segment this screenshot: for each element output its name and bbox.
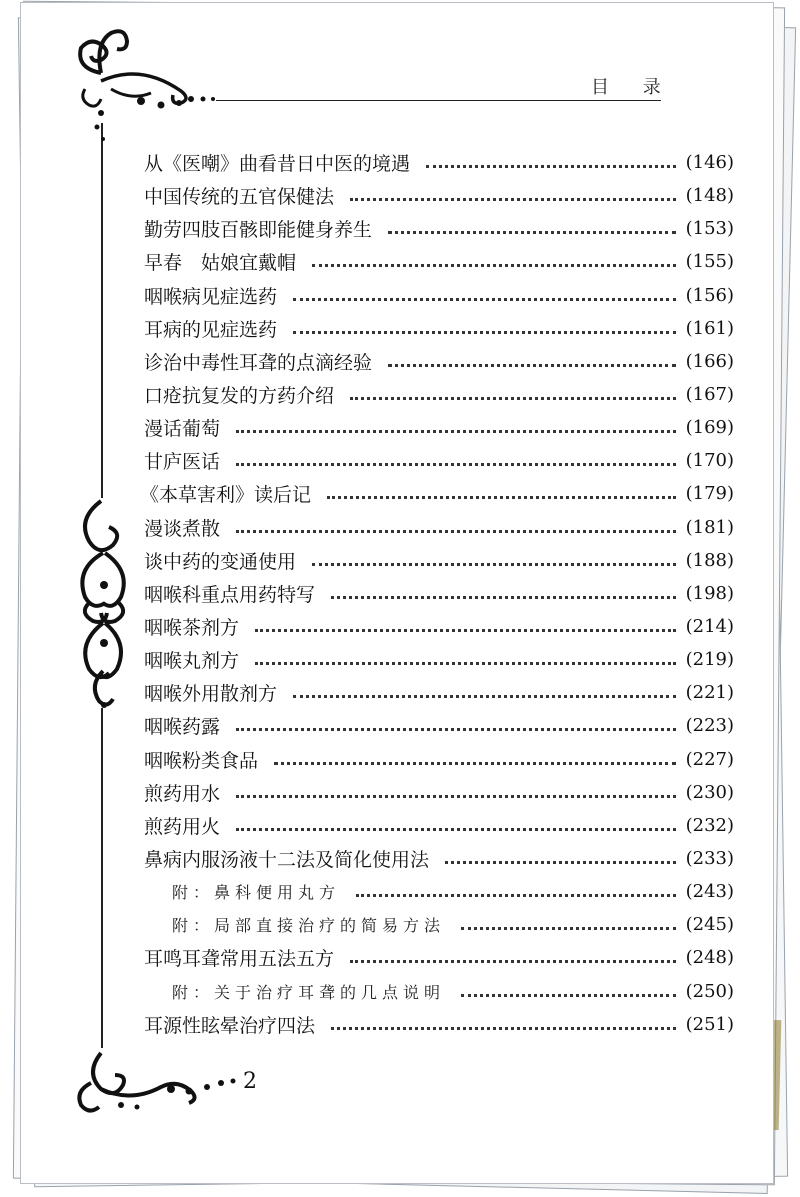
toc-entry-page: (230) bbox=[685, 781, 734, 803]
toc-entry-title: 甘庐医话 bbox=[144, 451, 221, 474]
toc-entry-title: 从《医嘲》曲看昔日中医的境遇 bbox=[144, 153, 411, 176]
toc-entry-page: (153) bbox=[685, 218, 734, 240]
dot-leader bbox=[236, 530, 676, 533]
dot-leader bbox=[236, 430, 676, 433]
dot-leader bbox=[236, 795, 676, 798]
border-line bbox=[101, 123, 103, 498]
toc-entry-page: (251) bbox=[685, 1013, 734, 1035]
page-header-title: 目 录 bbox=[591, 77, 675, 98]
toc-entry[interactable] bbox=[140, 477, 734, 510]
toc-entry-title: 《本草害利》读后记 bbox=[140, 484, 312, 507]
toc-entry-page: (198) bbox=[685, 582, 734, 604]
toc-entry-title: 早春 姑娘宜戴帽 bbox=[144, 252, 297, 275]
toc-entry-title: 谈中药的变通使用 bbox=[144, 550, 297, 573]
toc-entry-title: 咽喉丸剂方 bbox=[144, 650, 240, 673]
toc-entry-title: 咽喉外用散剂方 bbox=[144, 683, 278, 706]
toc-entry-title: 口疮抗复发的方药介绍 bbox=[144, 385, 335, 408]
toc-entry-title: 咽喉病见症选药 bbox=[144, 285, 278, 308]
toc-entry[interactable] bbox=[144, 842, 734, 875]
toc-entry-title: 中国传统的五官保健法 bbox=[144, 186, 335, 209]
toc-entry-page: (233) bbox=[685, 848, 734, 870]
toc-entry-page: (181) bbox=[685, 516, 734, 538]
toc-entry-title: 咽喉粉类食品 bbox=[144, 749, 259, 772]
toc-entry-page: (146) bbox=[685, 152, 734, 174]
dot-leader bbox=[255, 662, 676, 665]
dot-leader bbox=[350, 960, 676, 963]
toc-entry[interactable] bbox=[144, 776, 734, 809]
toc-entry-page: (219) bbox=[685, 649, 734, 671]
page-number: 2 bbox=[243, 1069, 257, 1094]
toc-subentry[interactable] bbox=[144, 908, 734, 941]
dot-leader bbox=[350, 397, 676, 400]
toc-subentry[interactable] bbox=[144, 975, 734, 1008]
toc-entry[interactable] bbox=[144, 676, 734, 709]
toc-entry-title: 咽喉科重点用药特写 bbox=[144, 583, 316, 606]
toc-entry-title: 附：鼻科便用丸方 bbox=[172, 883, 341, 903]
dot-leader bbox=[388, 231, 676, 234]
dot-leader bbox=[350, 198, 676, 201]
toc-entry[interactable] bbox=[144, 146, 734, 179]
toc-entry[interactable] bbox=[144, 312, 734, 345]
dot-leader bbox=[312, 563, 676, 566]
dot-leader bbox=[312, 264, 676, 267]
toc-entry-page: (214) bbox=[685, 616, 734, 638]
toc-entry[interactable] bbox=[144, 643, 734, 676]
toc-entry-page: (170) bbox=[685, 450, 734, 472]
toc-entry-title: 煎药用火 bbox=[144, 815, 221, 838]
toc-entry[interactable] bbox=[144, 511, 734, 544]
toc-entry-page: (169) bbox=[685, 417, 734, 439]
dot-leader bbox=[356, 894, 676, 897]
toc-entry-page: (243) bbox=[685, 881, 734, 903]
toc-entry[interactable] bbox=[144, 809, 734, 842]
toc-entry-page: (155) bbox=[685, 251, 734, 273]
toc-entry-title: 耳病的见症选药 bbox=[144, 318, 278, 341]
toc-entry-page: (188) bbox=[685, 549, 734, 571]
toc-entry[interactable] bbox=[144, 279, 734, 312]
corner-ornament-icon bbox=[61, 1043, 241, 1123]
toc-entry-title: 漫话葡萄 bbox=[144, 418, 221, 441]
dot-leader bbox=[461, 994, 676, 997]
dot-leader bbox=[445, 861, 676, 864]
toc-entry[interactable] bbox=[144, 345, 734, 378]
toc-entry[interactable] bbox=[144, 444, 734, 477]
toc-entry-page: (248) bbox=[685, 947, 734, 969]
dot-leader bbox=[236, 463, 676, 466]
toc-entry-page: (232) bbox=[685, 814, 734, 836]
toc-entry[interactable] bbox=[144, 212, 734, 245]
toc-entry-title: 咽喉茶剂方 bbox=[144, 617, 240, 640]
dot-leader bbox=[331, 1027, 676, 1030]
dot-leader bbox=[293, 298, 676, 301]
toc-entry[interactable] bbox=[144, 577, 734, 610]
toc-entry-title: 煎药用水 bbox=[144, 782, 221, 805]
border-line bbox=[101, 708, 103, 1048]
toc-entry-title: 咽喉药露 bbox=[144, 716, 221, 739]
toc-entry[interactable] bbox=[144, 941, 734, 974]
toc-entry-page: (161) bbox=[685, 317, 734, 339]
toc-subentry[interactable] bbox=[144, 875, 734, 908]
toc-entry-title: 勤劳四肢百骸即能健身养生 bbox=[144, 219, 373, 242]
dot-leader bbox=[236, 728, 676, 731]
toc-entry-title: 耳源性眩晕治疗四法 bbox=[144, 1014, 316, 1037]
dot-leader bbox=[426, 165, 676, 168]
table-of-contents bbox=[140, 146, 734, 1041]
toc-entry-title: 诊治中毒性耳聋的点滴经验 bbox=[144, 351, 373, 374]
toc-entry-page: (227) bbox=[685, 748, 734, 770]
toc-entry-page: (167) bbox=[685, 384, 734, 406]
toc-entry[interactable] bbox=[144, 709, 734, 742]
toc-entry-title: 附：局部直接治疗的简易方法 bbox=[172, 916, 446, 936]
toc-entry-title: 耳鸣耳聋常用五法五方 bbox=[144, 948, 335, 971]
dot-leader bbox=[293, 331, 676, 334]
toc-entry-page: (250) bbox=[685, 980, 734, 1002]
dot-leader bbox=[461, 927, 676, 930]
toc-entry[interactable] bbox=[144, 411, 734, 444]
toc-entry-page: (245) bbox=[685, 914, 734, 936]
book-page bbox=[20, 2, 774, 1184]
toc-entry-page: (156) bbox=[685, 284, 734, 306]
toc-entry-page: (221) bbox=[685, 682, 734, 704]
toc-entry-title: 漫谈煮散 bbox=[144, 517, 221, 540]
toc-entry[interactable] bbox=[144, 179, 734, 212]
toc-entry-page: (223) bbox=[685, 715, 734, 737]
toc-entry[interactable] bbox=[144, 544, 734, 577]
dot-leader bbox=[327, 496, 676, 499]
toc-entry-title: 附：关于治疗耳聋的几点说明 bbox=[172, 982, 446, 1002]
toc-entry[interactable] bbox=[144, 610, 734, 643]
toc-entry-title: 鼻病内服汤液十二法及简化使用法 bbox=[144, 849, 430, 872]
corner-ornament-icon bbox=[21, 3, 221, 163]
header-rule bbox=[216, 100, 661, 101]
toc-entry[interactable] bbox=[144, 1008, 734, 1041]
side-ornament-icon bbox=[69, 493, 139, 713]
toc-entry[interactable] bbox=[144, 245, 734, 278]
dot-leader bbox=[255, 629, 676, 632]
dot-leader bbox=[274, 762, 676, 765]
toc-entry[interactable] bbox=[144, 743, 734, 776]
dot-leader bbox=[293, 695, 676, 698]
toc-entry[interactable] bbox=[144, 378, 734, 411]
dot-leader bbox=[388, 364, 676, 367]
toc-entry-page: (179) bbox=[685, 483, 734, 505]
toc-entry-page: (166) bbox=[685, 350, 734, 372]
dot-leader bbox=[236, 828, 676, 831]
toc-entry-page: (148) bbox=[685, 185, 734, 207]
dot-leader bbox=[331, 596, 676, 599]
